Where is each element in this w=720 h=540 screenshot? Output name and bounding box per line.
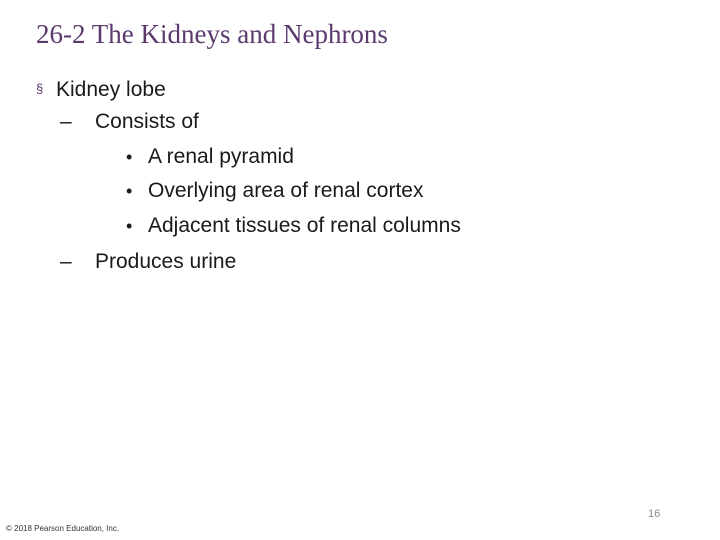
dash-bullet-icon: – (60, 250, 72, 273)
copyright-notice: © 2018 Pearson Education, Inc. (6, 524, 120, 533)
dot-bullet-icon: • (126, 147, 133, 167)
bullet-text: A renal pyramid (148, 145, 294, 168)
dot-bullet-icon: • (126, 216, 133, 236)
bullet-level3-item (126, 178, 423, 204)
bullet-level3-item (126, 144, 294, 170)
bullet-text: Consists of (95, 110, 199, 133)
bullet-text: Kidney lobe (56, 78, 166, 101)
page-number: 16 (648, 508, 661, 520)
slide-title: 26-2 The Kidneys and Nephrons (36, 19, 388, 49)
bullet-level1-item (36, 76, 166, 103)
bullet-text: Overlying area of renal cortex (148, 179, 424, 202)
dash-bullet-icon: – (60, 110, 72, 133)
bullet-text: Produces urine (95, 250, 237, 273)
bullet-level2-item (60, 249, 236, 275)
dot-bullet-icon: • (126, 181, 133, 201)
bullet-level2-item (60, 109, 199, 135)
bullet-text: Adjacent tissues of renal columns (148, 214, 461, 237)
section-bullet-icon: § (36, 81, 44, 96)
bullet-level3-item (126, 213, 461, 239)
